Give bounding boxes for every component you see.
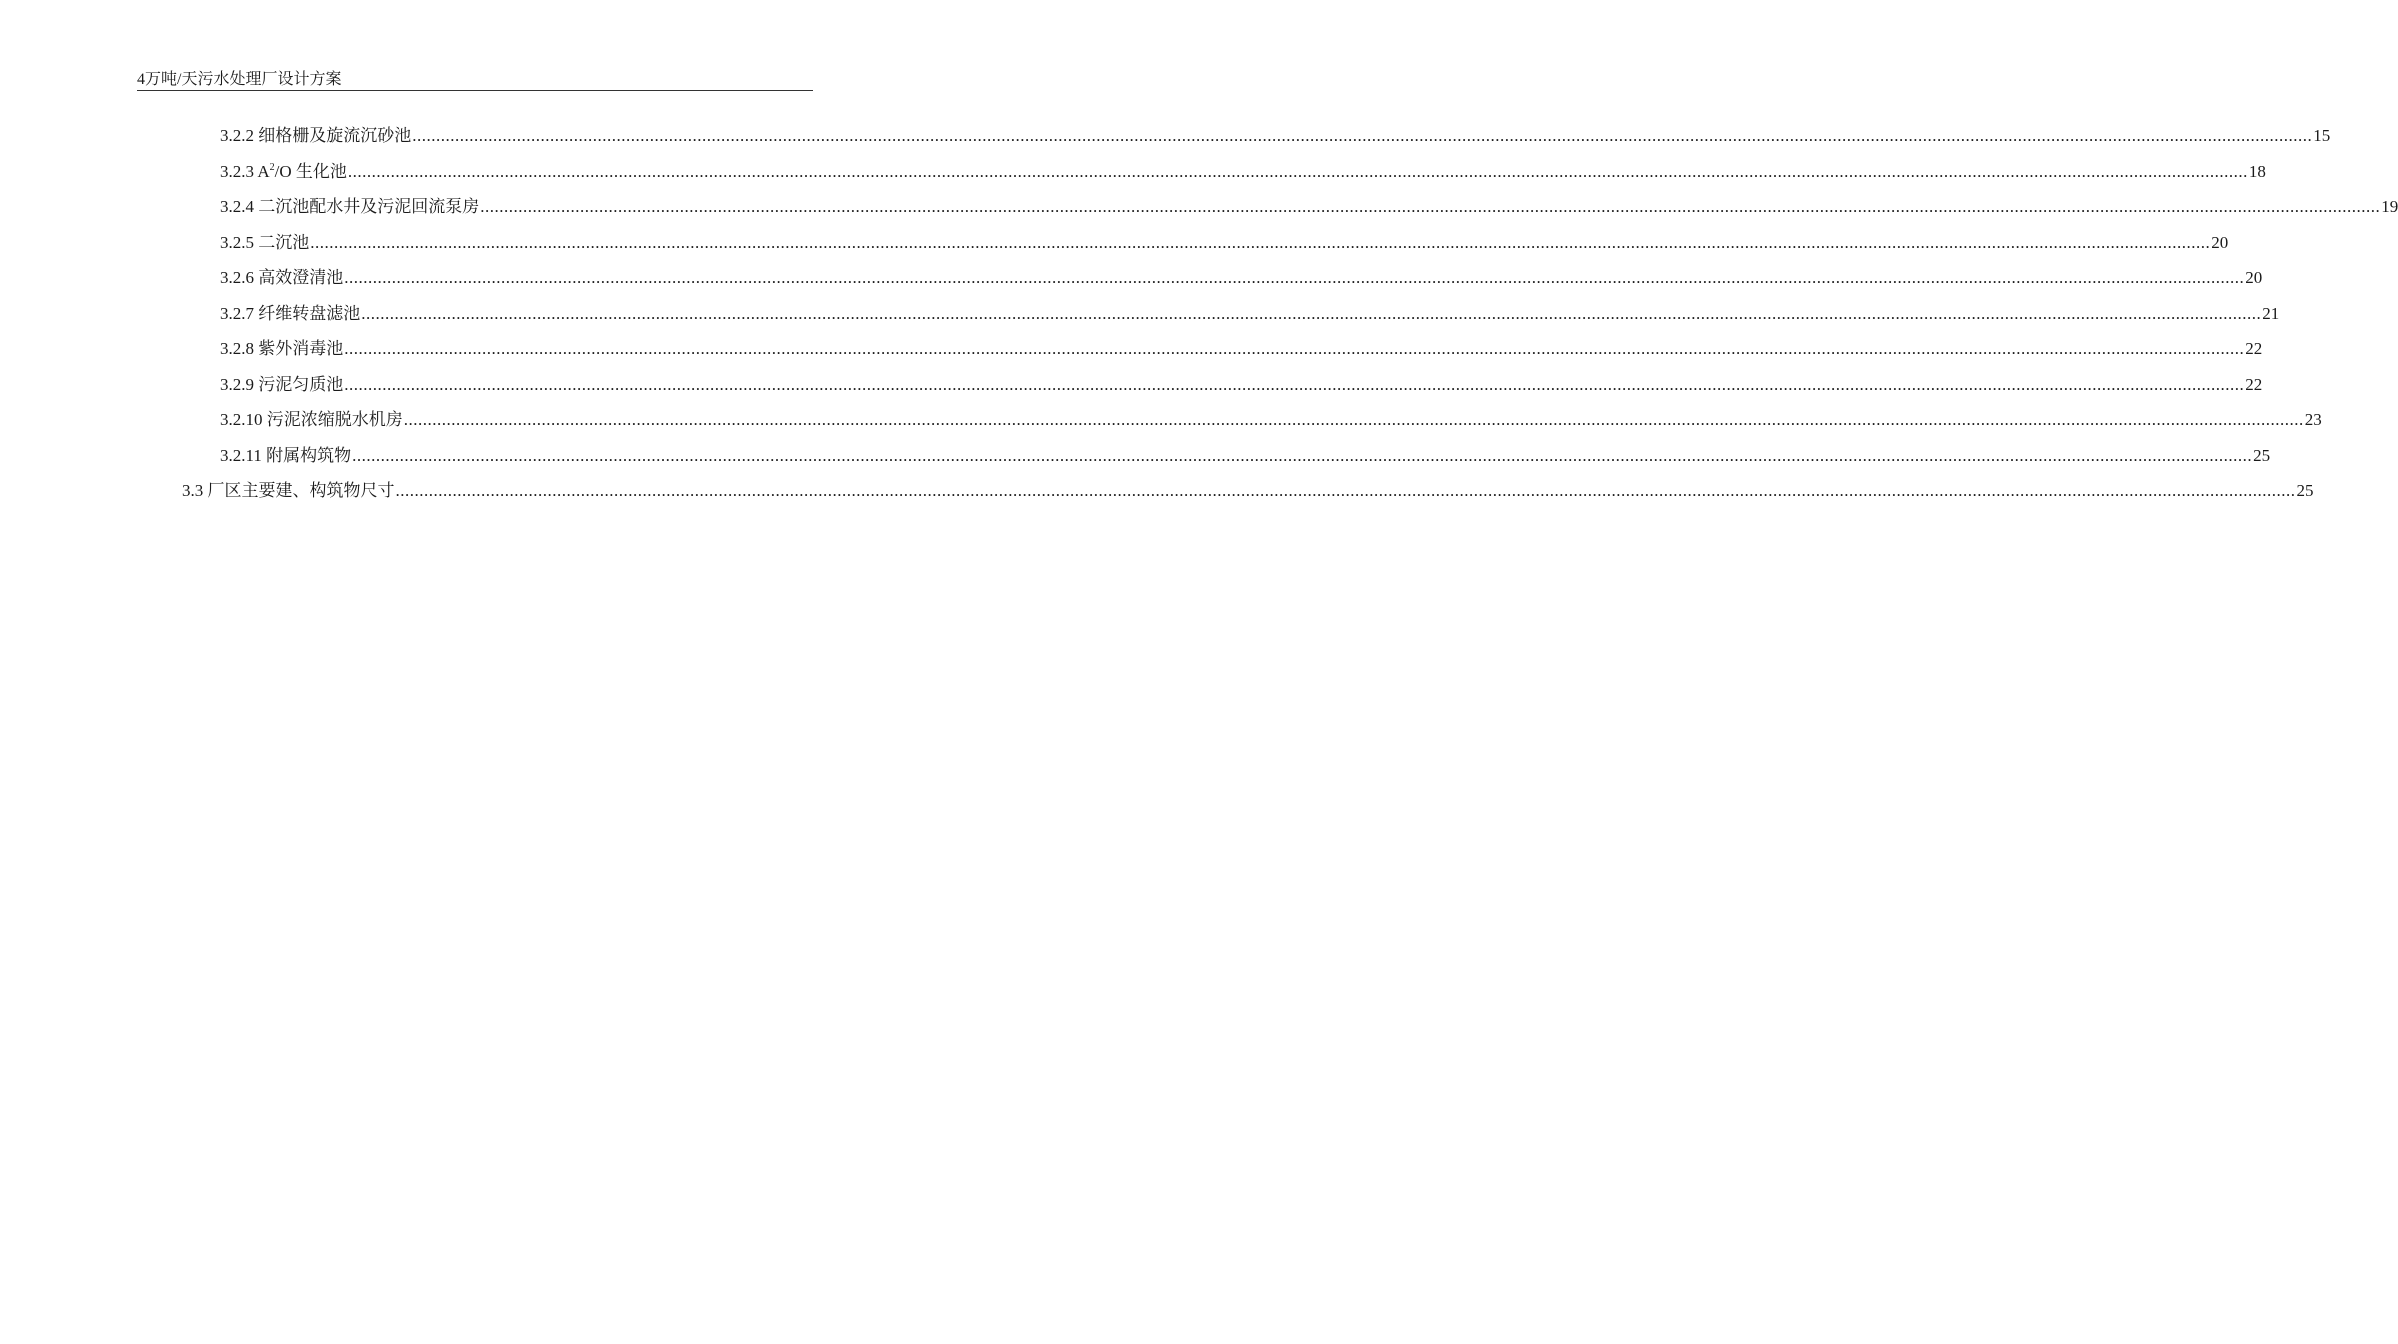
toc-page-number: 25 (2296, 481, 2314, 500)
toc-entry-title (220, 407, 403, 433)
toc-page-number: 20 (2245, 268, 2263, 287)
toc-dot-leader: ................................................................................................................................................................................................................................................................................................................................................................................................................ (347, 161, 2248, 181)
toc-entry-number: 3.2.2 (220, 126, 254, 145)
toc-entry-superscript: 2 (269, 161, 275, 173)
toc-entry-number: 3.2.6 (220, 268, 254, 287)
toc-entry-title (220, 443, 351, 469)
toc-dot-leader: ................................................................................................................................................................................................................................................................................................................................................................................................................ (403, 410, 2304, 429)
toc-entry[interactable] (220, 159, 2266, 185)
toc-entry-text: 附属构筑物 (266, 445, 352, 465)
toc-dot-leader: ................................................................................................................................................................................................................................................................................................................................................................................................................ (480, 197, 2381, 216)
toc-dot-leader: ................................................................................................................................................................................................................................................................................................................................................................................................................ (361, 303, 2262, 323)
toc-entry-title (182, 478, 395, 504)
toc-entry-text: 紫外消毒池 (258, 339, 344, 358)
toc-entry-number: 3.2.10 (220, 410, 263, 429)
toc-entry-number: 3.2.5 (220, 232, 254, 252)
toc-dot-leader: ................................................................................................................................................................................................................................................................................................................................................................................................................ (310, 232, 2211, 252)
toc-dot-leader: ................................................................................................................................................................................................................................................................................................................................................................................................................ (344, 268, 2245, 287)
toc-entry-text: 纤维转盘滤池 (258, 303, 361, 323)
toc-dot-leader: ................................................................................................................................................................................................................................................................................................................................................................................................................ (395, 481, 2296, 500)
toc-page-number: 23 (2304, 410, 2322, 429)
toc-entry-title (220, 159, 347, 185)
toc-entry[interactable] (220, 230, 2229, 256)
toc-page-number: 22 (2245, 374, 2263, 394)
toc-entry[interactable] (220, 407, 2322, 433)
toc-entry-title (220, 194, 479, 220)
toc-entry[interactable] (220, 372, 2263, 398)
toc-entry-title (220, 301, 360, 327)
toc-entry[interactable] (220, 443, 2271, 469)
toc-entry[interactable] (220, 194, 2398, 220)
toc-entry-text: 污泥浓缩脱水机房 (266, 410, 403, 429)
toc-dot-leader: ................................................................................................................................................................................................................................................................................................................................................................................................................ (412, 126, 2313, 145)
toc-entry[interactable] (220, 123, 2331, 149)
running-header: 4万吨/天污水处理厂设计方案 (137, 71, 342, 88)
toc-page-number: 20 (2211, 232, 2229, 252)
toc-entry[interactable] (220, 336, 2263, 362)
toc-entry[interactable] (182, 478, 2314, 504)
toc-entry-text: 污泥匀质池 (258, 374, 344, 394)
toc-entry-title (220, 336, 343, 362)
toc-entry-number: 3.2.8 (220, 339, 254, 358)
toc-entry-number: 3.2.7 (220, 303, 254, 323)
toc-dot-leader: ................................................................................................................................................................................................................................................................................................................................................................................................................ (344, 339, 2245, 358)
toc-page-number: 22 (2245, 339, 2263, 358)
toc-entry-number: 3.2.11 (220, 445, 262, 465)
toc-entry-text: 细格栅及旋流沉砂池 (258, 126, 412, 145)
toc-page-number: 18 (2248, 161, 2266, 181)
toc-entry-title (220, 230, 309, 256)
toc-page-number: 25 (2253, 445, 2271, 465)
toc-entry-number: 3.2.9 (220, 374, 254, 394)
toc-dot-leader: ................................................................................................................................................................................................................................................................................................................................................................................................................ (352, 445, 2253, 465)
toc-entry-text-b: /O 生化池 (274, 161, 347, 181)
toc-entry-title (220, 123, 411, 149)
toc-entry[interactable] (220, 265, 2263, 291)
toc-entry-title (220, 265, 343, 291)
toc-entry-text-a: A (257, 161, 270, 181)
toc-entry-title (220, 372, 343, 398)
toc-page-number: 19 (2381, 197, 2398, 216)
toc-entry-text: 二沉池 (258, 232, 310, 252)
header-rule (137, 90, 813, 91)
toc-page-number: 21 (2262, 303, 2280, 323)
toc-entry-number: 3.2.4 (220, 197, 254, 216)
toc-entry-text: 二沉池配水井及污泥回流泵房 (258, 197, 480, 216)
toc-entry-text: 厂区主要建、构筑物尺寸 (207, 481, 395, 500)
toc-dot-leader: ................................................................................................................................................................................................................................................................................................................................................................................................................ (344, 374, 2245, 394)
toc-entry-number: 3.3 (182, 481, 204, 500)
toc-entry-number: 3.2.3 (220, 161, 254, 181)
toc-entry[interactable] (220, 301, 2280, 327)
toc-page-number: 15 (2313, 126, 2331, 145)
toc-entry-text: 高效澄清池 (258, 268, 344, 287)
